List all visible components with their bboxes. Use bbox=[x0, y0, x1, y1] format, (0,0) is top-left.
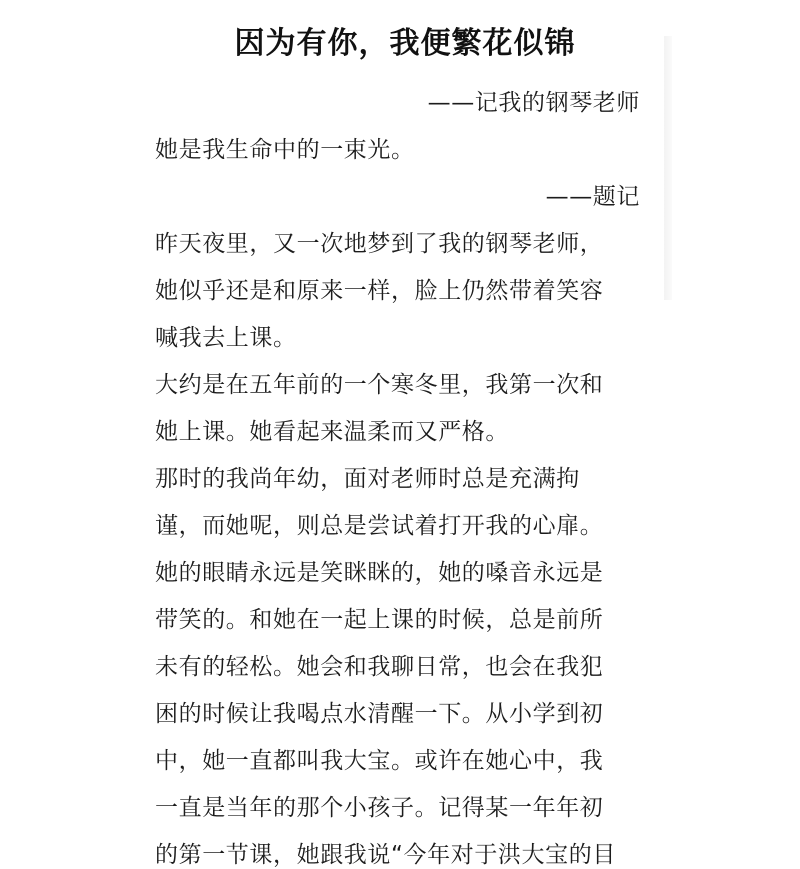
body-line: 昨天夜里，又一次地梦到了我的钢琴老师， bbox=[155, 231, 604, 257]
body-line: 她上课。她看起来温柔而又严格。 bbox=[155, 419, 509, 445]
body-line: 她似乎还是和原来一样，脸上仍然带着笑容 bbox=[155, 278, 604, 304]
epigraph: 她是我生命中的一束光。 bbox=[155, 137, 415, 163]
article-title: 因为有你，我便繁花似锦 bbox=[234, 26, 576, 61]
body-line: 一直是当年的那个小孩子。记得某一年年初 bbox=[155, 795, 604, 821]
body-line: 喊我去上课。 bbox=[155, 325, 297, 351]
epigraph-note: ——题记 bbox=[545, 184, 640, 210]
body-line: 带笑的。和她在一起上课的时候，总是前所 bbox=[155, 607, 604, 633]
body-line: 谨，而她呢，则总是尝试着打开我的心扉。 bbox=[155, 513, 604, 539]
article-subtitle: ——记我的钢琴老师 bbox=[427, 90, 640, 116]
body-line: 困的时候让我喝点水清醒一下。从小学到初 bbox=[155, 701, 604, 727]
body-line: 那时的我尚年幼，面对老师时总是充满拘 bbox=[155, 466, 580, 492]
body-line: 未有的轻松。她会和我聊日常，也会在我犯 bbox=[155, 654, 604, 680]
body-line-partial: 的第一节课，她跟我说“今年对于洪大宝的目 bbox=[155, 842, 616, 868]
body-line: 中，她一直都叫我大宝。或许在她心中，我 bbox=[155, 748, 604, 774]
body-line: 大约是在五年前的一个寒冬里，我第一次和 bbox=[155, 372, 604, 398]
scroll-edge-shadow bbox=[664, 36, 672, 300]
body-line: 她的眼睛永远是笑眯眯的，她的嗓音永远是 bbox=[155, 560, 604, 586]
